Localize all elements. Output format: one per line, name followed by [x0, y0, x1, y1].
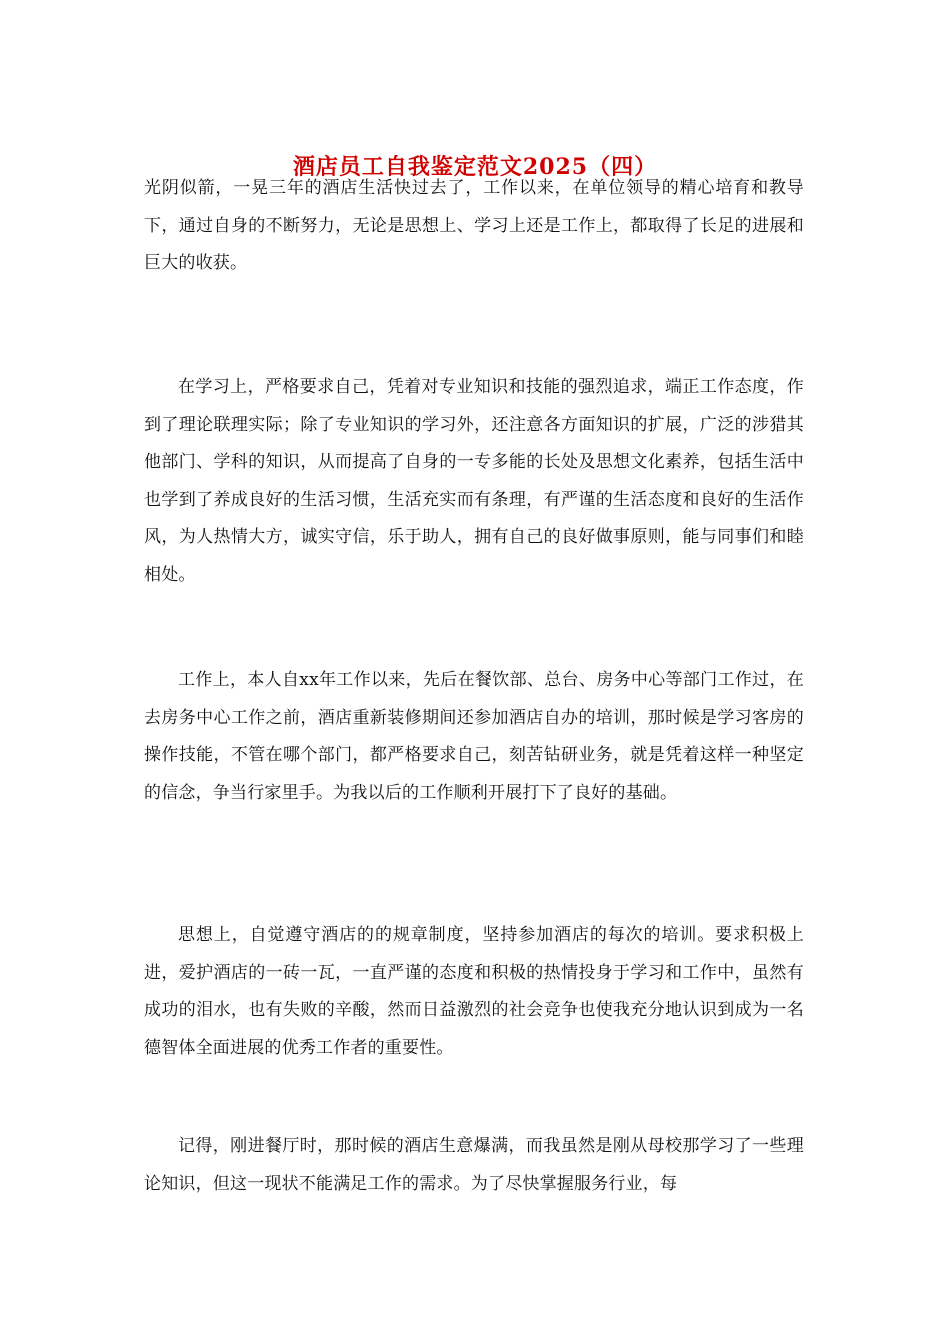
- document-title: 酒店员工自我鉴定范文2025（四）: [292, 154, 658, 180]
- paragraph-memory: 记得，刚进餐厅时，那时候的酒店生意爆满，而我虽然是刚从母校那学习了一些理论知识，但这一现状不能满足工作的需求。为了尽快掌握服务行业，每: [144, 1136, 804, 1194]
- paragraph-thought: 思想上，自觉遵守酒店的的规章制度，坚持参加酒店的每次的培训。要求积极上进，爱护酒店的一砖一瓦，一直严谨的态度和积极的热情投身于学习和工作中，虽然有成功的泪水，也有失败的辛酸，然而日益激烈的社会竞争也使我充分地认识到成为一名德智体全面进展的优秀工作者的重要性。: [144, 925, 804, 1058]
- paragraph-work: 工作上，本人自xx年工作以来，先后在餐饮部、总台、房务中心等部门工作过，在去房务中心工作之前，酒店重新装修期间还参加酒店自办的培训，那时候是学习客房的操作技能，不管在哪个部门，都严格要求自己，刻苦钻研业务，就是凭着这样一种坚定的信念，争当行家里手。为我以后的工作顺利开展打下了良好的基础。: [144, 670, 804, 803]
- paragraph-intro: 光阴似箭，一晃三年的酒店生活快过去了，工作以来，在单位领导的精心培育和教导下，通过自身的不断努力，无论是思想上、学习上还是工作上，都取得了长足的进展和巨大的收获。: [144, 178, 804, 273]
- paragraph-study: 在学习上，严格要求自己，凭着对专业知识和技能的强烈追求，端正工作态度，作到了理论联理实际；除了专业知识的学习外，还注意各方面知识的扩展，广泛的涉猎其他部门、学科的知识，从而提高了自身的一专多能的长处及思想文化素养，包括生活中也学到了养成良好的生活习惯，生活充实而有条理，有严谨的生活态度和良好的生活作风，为人热情大方，诚实守信，乐于助人，拥有自己的良好做事原则，能与同事们和睦相处。: [144, 377, 804, 585]
